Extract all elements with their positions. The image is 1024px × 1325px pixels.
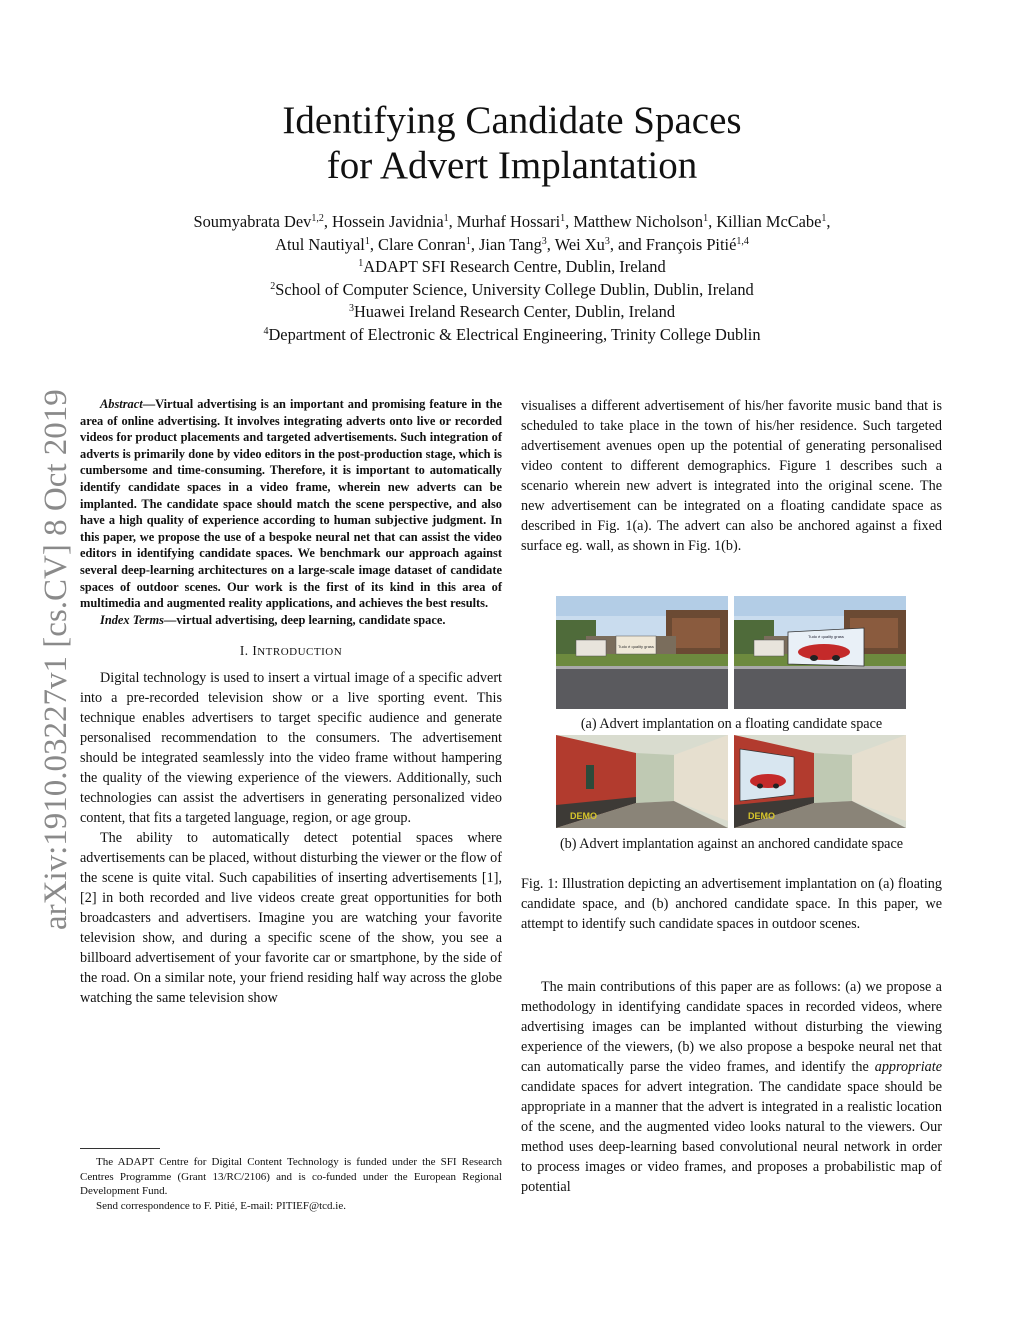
author-line-2: Atul Nautiyal$^1$, Clare Conran$^1$, Jian Tang$^3$, Wei Xu$^3$, and François Pitié$^{1,4}$ [275,234,749,254]
affiliation-3: $^3$Huawei Ireland Research Center, Dublin, Ireland [348,302,676,321]
index-terms-text: —virtual advertising, deep learning, candidate space. [163,612,446,627]
implanted-ad-text: Tudo é quality grass [808,634,844,639]
right-column-top [521,396,942,556]
section-heading-introduction [80,641,502,662]
figure-1b-implanted-image [734,735,906,828]
arxiv-sidebar-stamp: arXiv:1910.03227v1 [cs.CV] 8 Oct 2019 [38,389,74,930]
contrib-italic: appropriate [874,1059,942,1075]
contrib-text-b: candidate spaces for advert integration. The candidate space should be appropriate in a manner that the advert is integrated in a realistic location of the scene, and the augmented video looks natural to the viewers. Our method uses deep-learning based convolutional neural network in order to process images or video frames, and proposes a probabilistic map of potential [521,1079,942,1195]
figure-1a-original-image [556,596,728,709]
affiliation-2: $^2$School of Computer Science, University College Dublin, Dublin, Ireland [270,279,754,299]
section-rest: NTRODUCTION [257,646,343,659]
contrib-text-a: The main contributions of this paper are as follows: (a) we propose a methodology in identifying candidate spaces in recorded videos, where advertising images can be implanted without disturbing the viewing experience of the viewers, (b) we also propose a bespoke neural net that can automatically parse the video frames, and identify the [521,979,942,1075]
title-line-1: Identifying Candidate Spaces [282,99,742,142]
abstract [80,396,502,612]
abstract-label: Abstract [100,397,143,411]
author-block [0,211,1024,346]
roadside-scene-implanted [734,596,906,709]
abstract-text: —Virtual advertising is an important and promising feature in the area of online advertising. It involves integrating adverts onto live or recorded videos for product placements and targeted advertisements. Such integration of adverts is primarily done by video editors in the post-production stage, which is cumbersome and time-consuming. Therefore, it is important to automatically identify candidate spaces in a video frame, wherein new adverts can be implanted. The candidate space should match the scene perspective, and also have a high quality of experience according to human subjective judgment. In this paper, we propose the use of a bespoke neural net that can assist the video editors in identifying candidate spaces. We benchmark our approach against several deep-learning architectures on a large-scale image dataset of candidate spaces of outdoor scenes. Our work is the first of its kind in this area of multimedia and augmented reality applications, and achieves the best results. [80,397,502,611]
author-line-1: Soumyabrata Dev$^{1,2}$, Hossein Javidnia$^1$, Murhaf Hossari$^1$, Matthew Nicholson$^1$, Killian McCabe$^1$, [193,212,831,231]
graffiti-text-implanted: DEMO [748,811,775,821]
paper-title [0,98,1024,188]
title-line-2: for Advert Implantation [326,144,698,187]
contributions-paragraph [521,977,942,1197]
index-terms-label: Index Terms [100,612,164,627]
footnote-funding: The ADAPT Centre for Digital Content Technology is funded under the SFI Research Centres Programme (Grant 13/RC/2106) and is co-funded under the European Regional Development Fund. [80,1156,502,1197]
footnote [80,1155,502,1213]
right-column-bottom [521,977,942,1197]
index-terms [80,612,502,629]
billboard-text: Tudo é quality grass [618,644,654,649]
alley-scene-implanted [734,735,906,828]
affiliation-4: $^4$Department of Electronic & Electrical Engineering, Trinity College Dublin [263,324,761,344]
figure-1a-implanted-image [734,596,906,709]
roadside-scene-original [556,596,728,709]
intro-paragraph-2: The ability to automatically detect potential spaces where advertisements can be placed, without disturbing the viewer or the flow of the scene is quite vital. Such capabilities of inserting advertisements [1], [2] in both recorded and live videos create great opportunities for both broadcasters and advertisers. Imagine you are watching your favorite television show, and during a specific scene of the show, you see a billboard advertisement of your favorite car or smartphone, by the side of the road. On a similar note, your friend residing half way across the globe watching the same television show [80,830,502,1007]
affiliation-1: $^1$ADAPT SFI Research Centre, Dublin, Ireland [358,257,666,276]
alley-scene-original [556,735,728,828]
figure-1b-original-image [556,735,728,828]
figure-1-caption: Fig. 1: Illustration depicting an advertisement implantation on (a) floating candidate space, and (b) anchored candidate space. In this paper, we attempt to identify such candidate spaces in outdoor scenes. [521,876,942,932]
right-paragraph-1: visualises a different advertisement of his/her favorite music band that is scheduled to take place in the town of his/her residence. Such targeted advertisement avenues open up the potential of generating personalised video content to different demographics. Figure 1 describes such a scenario wherein new advert is integrated into the original scene. The new advertisement can be integrated on a floating candidate space as described in Fig. 1(a). The advert can also be anchored against a fixed surface eg. wall, as shown in Fig. 1(b). [521,398,942,554]
footnote-rule [80,1148,160,1149]
left-column [80,396,502,1008]
intro-paragraph-1: Digital technology is used to insert a virtual image of a specific advert into a pre-recorded television show or a live sporting event. This technique enables advertisers to target specific audience and generate personalised recommendation to the consumers. The advertisement should be integrated seamlessly into the video frame without hampering the quality of the viewing experience of the viewers. Additionally, such technologies can assist the advertisers in generating personalized video content, that fits a targeted language, region, or age group. [80,670,502,827]
section-first-letter: I [252,643,258,659]
figure-1a-caption: (a) Advert implantation on a floating candidate space [580,716,883,732]
graffiti-text: DEMO [570,811,597,821]
footnote-correspondence: Send correspondence to F. Pitié, E-mail: PITIEF@tcd.ie. [96,1199,346,1212]
figure-1b-caption: (b) Advert implantation against an anchored candidate space [559,836,904,852]
section-number: I. [239,643,249,659]
